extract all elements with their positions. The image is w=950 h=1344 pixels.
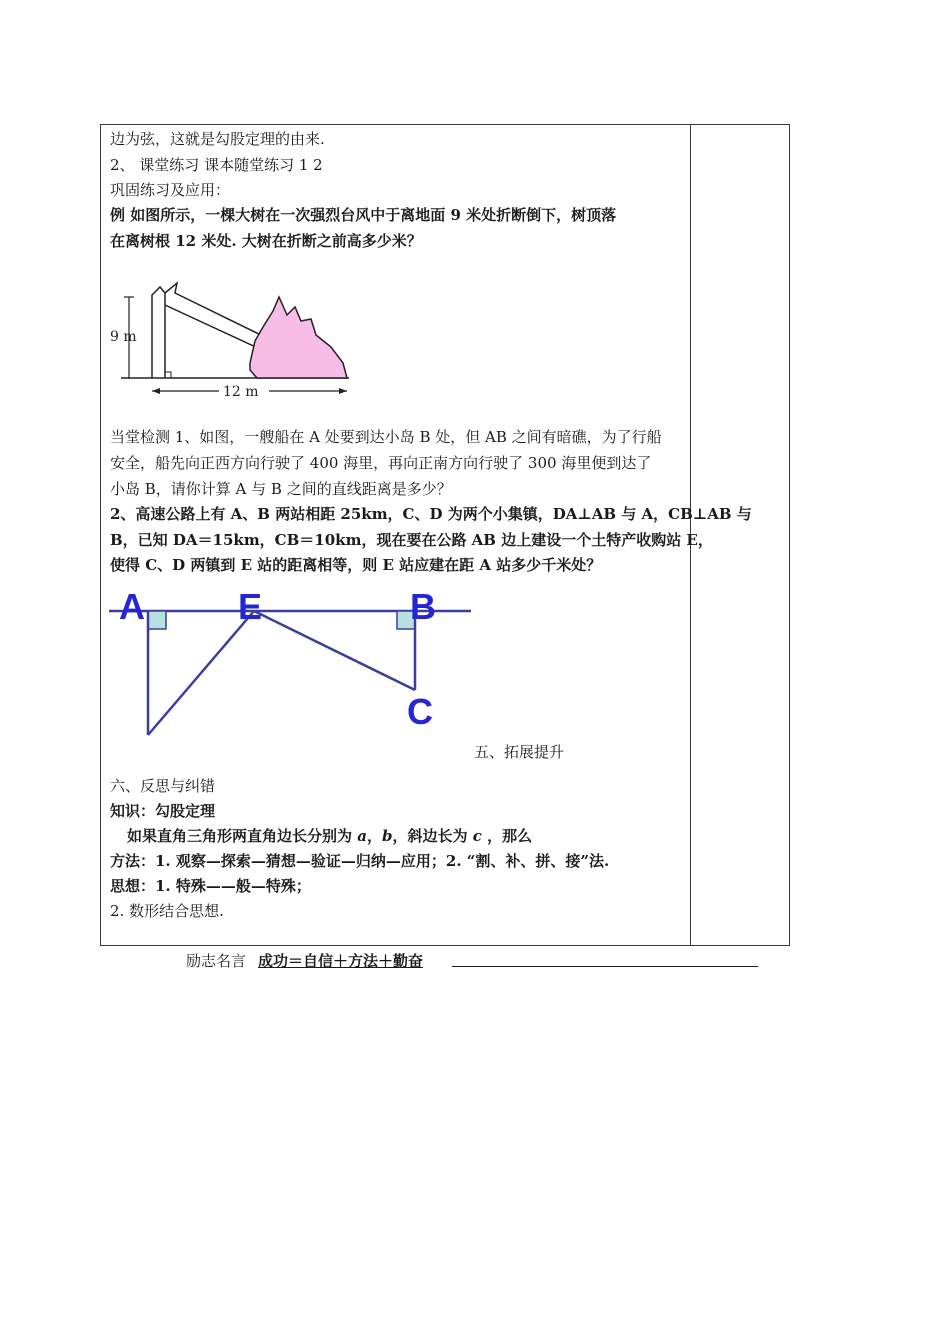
test-line-1: 当堂检测 1、如图，一艘船在 A 处要到达小岛 B 处，但 AB 之间有暗礁，为了行船 — [110, 428, 662, 446]
section-6-heading: 六、反思与纠错 — [110, 777, 216, 795]
tree-trunk — [152, 287, 165, 378]
label-c: C — [407, 691, 433, 732]
practice-text: 2、 课堂练习 课本随堂练习 1 2 — [110, 156, 323, 174]
right-angle-a — [148, 611, 166, 629]
motto — [186, 950, 423, 971]
rock-shape — [250, 297, 347, 378]
consolidate-heading: 巩固练习及应用： — [110, 181, 231, 199]
thought-line-2: 2. 数形结合思想. — [110, 902, 224, 920]
var-c: c — [472, 827, 482, 845]
knowledge-detail-pre: 如果直角三角形两直角边长分别为 — [127, 827, 358, 845]
label-e: E — [238, 586, 263, 627]
thought-line-1: 思想：1. 特殊——般—特殊； — [110, 877, 311, 895]
question2-line-2: B，已知 DA＝15km，CB＝10km，现在要在公路 AB 边上建设一个土特产收购站 E， — [110, 531, 713, 549]
var-b: b — [381, 827, 393, 845]
intro-text: 边为弦，这就是勾股定理的由来. — [110, 130, 325, 148]
worksheet-table — [100, 124, 790, 946]
motto-label: 励志名言 — [186, 952, 247, 970]
segment-ec — [254, 611, 415, 690]
highway-figure — [101, 585, 481, 745]
example-line-2: 在离树根 12 米处. 大树在折断之前高多少米？ — [110, 232, 422, 250]
height-label: 9 m — [110, 329, 137, 345]
label-b: B — [410, 586, 436, 627]
knowledge-line: 知识：勾股定理 — [110, 802, 216, 820]
question2-line-3: 使得 C、D 两镇到 E 站的距离相等，则 E 站应建在距 A 站多少千米处？ — [110, 556, 602, 574]
knowledge-detail-post: ，那么 — [481, 827, 533, 845]
test-line-3: 小岛 B，请你计算 A 与 B 之间的直线距离是多少？ — [110, 480, 452, 498]
separator: ， — [366, 827, 382, 845]
var-a: a — [357, 827, 367, 845]
right-angle-mark — [165, 372, 171, 378]
broken-tree-figure — [105, 275, 355, 405]
knowledge-detail-mid: ，斜边长为 — [392, 827, 473, 845]
motto-text: 成功＝自信＋方法＋勤奋 — [258, 952, 424, 970]
knowledge-detail — [127, 826, 532, 846]
method-line: 方法：1. 观察—探索—猜想—验证—归纳—应用；2. “割、补、拼、接”法. — [110, 852, 610, 870]
label-a: A — [119, 586, 145, 627]
section-5-heading: 五、拓展提升 — [474, 743, 565, 761]
example-line-1: 例 如图所示，一棵大树在一次强烈台风中于离地面 9 米处折断倒下，树顶落 — [110, 206, 617, 224]
question2-line-1: 2、高速公路上有 A、B 两站相距 25km，C、D 为两个小集镇，DA⊥AB 与 A，CB⊥AB 与 — [110, 505, 752, 523]
base-label: 12 m — [223, 384, 259, 400]
test-line-2: 安全，船先向正西方向行驶了 400 海里，再向正南方向行驶了 300 海里便到达了 — [110, 454, 652, 472]
motto-underline — [452, 966, 758, 967]
